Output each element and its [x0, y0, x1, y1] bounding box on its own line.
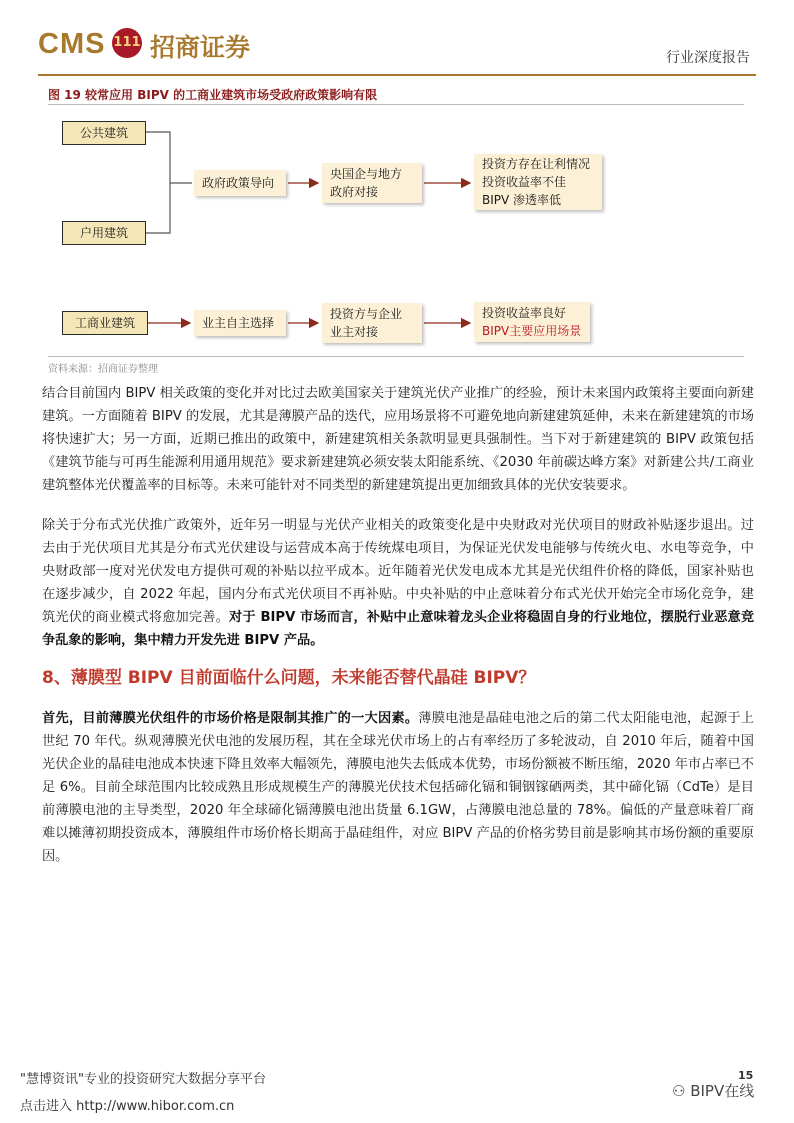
- paragraph-subsidy-exit: [42, 514, 754, 652]
- top-outcome-line-2: 投资收益率不佳: [482, 175, 567, 189]
- source-note: 资料来源：招商证券整理: [48, 364, 158, 375]
- owner-choice-box: 业主自主选择: [194, 310, 286, 336]
- cms-logo-text: CMS: [38, 28, 106, 60]
- footer-platform-text: "慧博资讯"专业的投资研究大数据分享平台: [20, 1072, 266, 1087]
- wechat-icon: ⚇: [672, 1082, 691, 1100]
- subsidy-text: 除关于分布式光伏推广政策外，近年另一明显与光伏产业相关的政策变化是中央财政对光伏项目的财政补贴逐步退出。过去由于光伏项目尤其是分布式光伏建设与运营成本高于传统煤电项目，为保证光伏发电能够与传统火电、水电等竞争，中央财政部一度对光伏发电方提供可观的补贴以拉平成本。近年随着光伏发电成本尤其是光伏组件价格的降低，国家补贴也在逐步减少，自 2022 年起，国内分布式光伏项目不再补贴。中央补贴的中止意味着分布式光伏开始完全市场化竞争，建筑光伏的商业模式将愈加完善。: [42, 518, 754, 625]
- source-residential-buildings: 户用建筑: [62, 221, 146, 245]
- thin-film-lead: 首先，目前薄膜光伏组件的市场价格是限制其推广的一大因素。: [42, 711, 419, 726]
- brand-label: BIPV在线: [690, 1082, 755, 1100]
- investor-line-2: 业主对接: [330, 325, 379, 339]
- report-type: 行业深度报告: [666, 50, 750, 66]
- thin-film-text: 薄膜电池是晶硅电池之后的第二代太阳能电池，起源于上世纪 70 年代。纵观薄膜光伏电池的发展历程，其在全球光伏市场上的占有率经历了多轮波动，自 2010 年后，随着中国光伏企业的晶硅电池成本快速下降且效率大幅领先，薄膜电池失去低成本优势，市场份额被不断压缩，2020 年市占率已不足 6%。目前全球范围内比较成熟且形成规模生产的薄膜光伏技术包括碲化镉和铜铟镓硒两类，其中碲化镉（CdTe）是目前薄膜电池的主导类型，2020 年全球碲化镉薄膜电池出货量 6.1GW，占薄膜电池总量的 78%。偏低的产量意味着厂商难以摊薄初期投资成本，薄膜组件市场价格长期高于晶硅组件，对应 BIPV 产品的价格劣势目前是影响其市场份额的重要原因。: [42, 711, 754, 864]
- section-heading: 8、薄膜型 BIPV 目前面临什么问题，未来能否替代晶硅 BIPV？: [42, 668, 536, 688]
- bottom-outcome-line-1: 投资收益率良好: [482, 306, 567, 320]
- wechat-brand: [672, 1080, 754, 1101]
- bottom-outcome-box: [474, 302, 590, 342]
- source-public-buildings: 公共建筑: [62, 121, 146, 145]
- investor-owner-box: [322, 303, 422, 343]
- soe-line-2: 政府对接: [330, 185, 379, 199]
- soe-government-box: [322, 163, 422, 203]
- bottom-outcome-line-2: BIPV主要应用场景: [482, 324, 582, 338]
- investor-line-1: 投资方与企业: [330, 307, 403, 321]
- government-policy-box: 政府政策导向: [194, 170, 286, 196]
- top-outcome-box: [474, 154, 602, 210]
- cms-logo-seal: 111: [112, 28, 142, 58]
- paragraph-policy-outlook: 结合目前国内 BIPV 相关政策的变化并对比过去欧美国家关于建筑光伏产业推广的经验，预计未来国内政策将主要面向新建建筑。一方面随着 BIPV 的发展，尤其是薄膜产品的迭代，应用场景将不可避免地向新建建筑延伸，未来在新建建筑的市场将快速扩大；另一方面，近期已推出的政策中，新建建筑相关条款明显更具强制性。当下对于新建建筑的 BIPV 政策包括《建筑节能与可再生能源利用通用规范》要求新建建筑必须安装太阳能系统、《2030 年前碳达峰方案》对新建公共/工商业建筑整体光伏覆盖率的目标等。未来可能针对不同类型的新建建筑提出更加细致具体的光伏安装要求。: [42, 386, 754, 493]
- subsidy-conclusion: 对于 BIPV 市场而言，补贴中止意味着龙头企业将稳固自身的行业地位，摆脱行业恶意竞争乱象的影响，集中精力开发先进 BIPV 产品。: [42, 610, 755, 648]
- page-number: 15: [738, 1069, 754, 1082]
- source-commercial-buildings: 工商业建筑: [62, 311, 148, 335]
- paragraph-thin-film: [42, 707, 754, 868]
- brokerage-name: 招商证券: [150, 33, 251, 62]
- footer-link[interactable]: 点击进入 http://www.hibor.com.cn: [20, 1099, 235, 1114]
- bracket-line: [146, 132, 170, 233]
- soe-line-1: 央国企与地方: [330, 167, 403, 181]
- figure-title: 图 19 较常应用 BIPV 的工商业建筑市场受政府政策影响有限: [48, 88, 378, 102]
- figure-bottom-rule: [48, 356, 744, 357]
- top-outcome-line-1: 投资方存在让利情况: [482, 157, 591, 171]
- top-outcome-line-3: BIPV 渗透率低: [482, 193, 562, 207]
